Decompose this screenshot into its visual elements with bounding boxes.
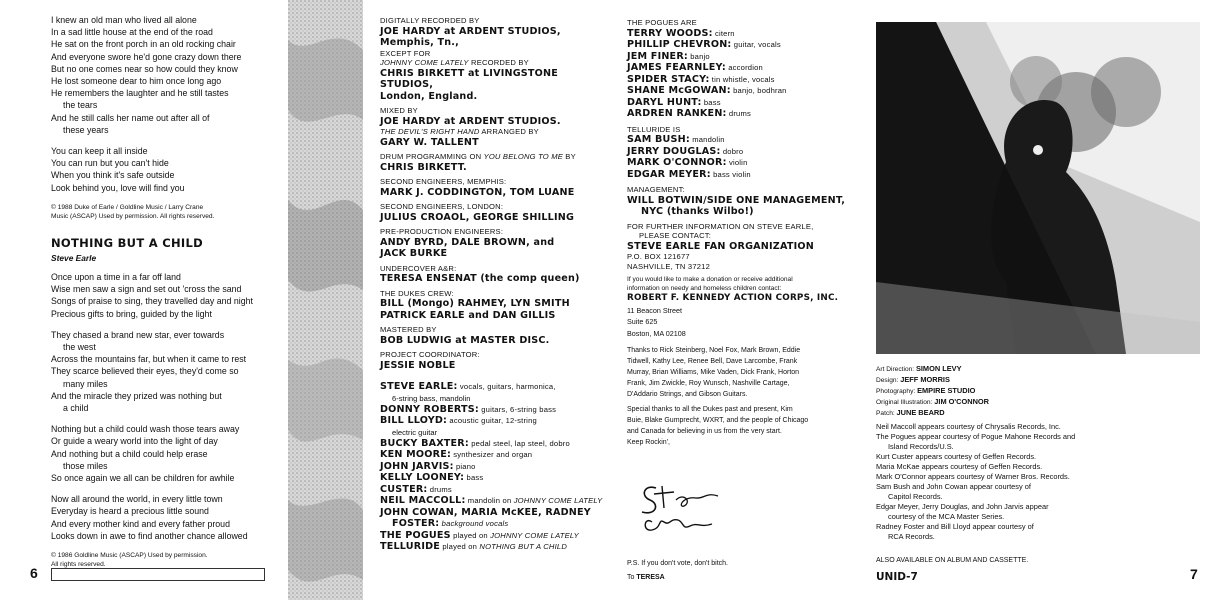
lyric-line: Wise men saw a sign and set out 'cross the sand (51, 284, 242, 295)
credit-dukes-crew: THE DUKES CREW: BILL (Mongo) RAHMEY, LYN SMITH PATRICK EARLE and DAN GILLIS (380, 288, 570, 321)
musician-entry: TELLURIDE played on NOTHING BUT A CHILD (380, 541, 568, 552)
member-role: mandolin (689, 135, 725, 144)
lyric-line: I knew an old man who lived all alone (51, 15, 197, 25)
lyric-stanza (51, 271, 283, 320)
lyric-line: In a sad little house at the end of the road (51, 27, 213, 38)
pogues-list (627, 28, 867, 120)
art-credit-label: Photography: (876, 388, 918, 395)
member-name: TERRY WOODS: (627, 27, 713, 39)
lyric-line: And everyone swore he'd gone crazy down there (51, 51, 242, 62)
art-credit (876, 386, 1216, 397)
lyric-line: They chased a brand new star, ever towards (51, 329, 225, 340)
musician-role: piano (453, 461, 476, 471)
courtesy-credits (876, 422, 1216, 542)
musician-entry (380, 449, 608, 461)
musician-entry (380, 438, 608, 450)
cover-photo (876, 22, 1200, 354)
thanks-line: Murray, Brian Williams, Mike Vaden, Dick Frank, Horton (627, 369, 800, 376)
musician-role-cont: electric guitar (392, 427, 438, 437)
thanks-line: Buie, Blake Gumprecht, WXRT, and the people of Chicago (627, 417, 809, 424)
band-member (627, 62, 867, 74)
credit-recording: DIGITALLY RECORDED BY JOE HARDY at ARDENT STUDIOS, Memphis, Tn., EXCEPT FOR JOHNNY COME LATELY RECORDED BY CHRIS BIRKETT at LIVINGSTONE STUDIOS, London, England. (380, 16, 561, 102)
musician-name: DONNY ROBERTS: (380, 403, 479, 415)
musician-name: KELLY LOONEY: (380, 472, 465, 483)
courtesy-line: Capitol Records. (888, 492, 943, 501)
art-credit-name: SIMON LEVY (915, 364, 962, 373)
availability-note: ALSO AVAILABLE ON ALBUM AND CASSETTE. (876, 557, 1029, 564)
ps-note: P.S. If you don't vote, don't bitch. (627, 560, 728, 567)
lyric-line: When you think it's safe outside (51, 170, 175, 181)
song-title: NOTHING BUT A CHILD (51, 236, 203, 250)
lyric-stanza (51, 329, 283, 414)
lyric-line: And nothing but a child could help erase (51, 448, 208, 459)
band-credits: THE POGUES ARE TERRY WOODS: citern PHILLIP CHEVRON: guitar, vocals JEM FINER: banjo JAMES FEARNLEY: accordion SPIDER STACY: tin whistle, vocals SHANE McGOWAN: banjo, bodhran DARYL HUNT: bass ARDREN RANKEN: drums TELLURIDE IS SAM BUSH: mandolin JERRY DOUGLAS: dobro MARK O'CONNOR: violin EDGAR MEYER: bass violin MANAGEMENT: WILL BOTWIN/SIDE ONE MANAGEMENT, NYC (thanks Wilbo!) FOR FURTHER INFORMATION ON STEVE EARLE, PLEASE CONTACT: STEVE EARLE FAN ORGANIZATION P.O. BOX 121677 NASHVILLE, TN 37212 If you would like to make a donation or receive additional information on needy and homeless children contact: ROBERT F. KENNEDY ACTION CORPS, INC. 11 Beacon Street Suite 625 Boston, MA 02108 Thanks to Rick Steinberg, Noel Fox, Mark Brown, Eddie Tidwell, Kathy Lee, Renee Bell, Dave Larcombe, Frank Murray, Brian Williams, Mike Vaden, Dick Frank, Horton Frank, Jim Zwickle, Roy Wunsch, Nashville Cartage, D'Addario Strings, and Gibson Guitars. Special thanks to all the Dukes past and present, Kim Buie, Blake Gumprecht, WXRT, and the people of Chicago and Canada for believing in us from the very start. Keep Rockin', (627, 18, 867, 448)
lyric-line: So once again we all can be children for awhile (51, 473, 235, 484)
musician-role: acoustic guitar, 12-string (447, 416, 537, 425)
fan-club-contact: FOR FURTHER INFORMATION ON STEVE EARLE, PLEASE CONTACT: STEVE EARLE FAN ORGANIZATION P.O. BOX 121677 NASHVILLE, TN 37212 (627, 221, 814, 271)
courtesy-line: Maria McKae appears courtesy of Geffen Records. (876, 462, 1043, 471)
band-member (627, 39, 867, 51)
thanks-line: Special thanks to all the Dukes past and present, Kim (627, 406, 793, 413)
band-page (610, 0, 870, 600)
lyric-line: And he still calls her name out after all of (51, 112, 210, 123)
song2-copyright: © 1986 Goldline Music (ASCAP) Used by permission. All rights reserved. (51, 552, 208, 569)
donation-contact: If you would like to make a donation or receive additional information on needy and homeless children contact: ROBERT F. KENNEDY ACTION CORPS, INC. 11 Beacon Street Suite 625 Boston, MA 02108 (627, 276, 839, 338)
credit-second-engineers-london: SECOND ENGINEERS, LONDON: JULIUS CROAOL, GEORGE SHILLING (380, 202, 575, 223)
credit-preproduction: PRE-PRODUCTION ENGINEERS: ANDY BYRD, DALE BROWN, and JACK BURKE (380, 227, 555, 259)
texture-pattern (288, 0, 363, 600)
lyric-line: You can run but you can't hide (51, 158, 169, 169)
lyric-stanza (51, 493, 283, 542)
musician-name: JOHN JARVIS: (380, 460, 454, 472)
courtesy-line: Mark O'Connor appears courtesy of Warner Bros. Records. (876, 472, 1070, 481)
courtesy-line: Sam Bush and John Cowan appear courtesy of (876, 482, 1031, 491)
credit-mastering: MASTERED BY BOB LUDWIG at MASTER DISC. (380, 325, 550, 346)
art-credit-name: JEFF MORRIS (900, 375, 950, 384)
song-author: Steve Earle (51, 253, 97, 263)
lyric-line: They scarce believed their eyes, they'd come so (51, 366, 239, 377)
lyric-line: Nothing but a child could wash those tears away (51, 424, 240, 435)
lyric-line: these years (63, 124, 109, 135)
member-role: bass (701, 97, 721, 107)
lyric-line: You can keep it all inside (51, 146, 148, 157)
member-name: SHANE McGOWAN: (627, 85, 731, 96)
member-name: JERRY DOUGLAS: (627, 145, 721, 157)
member-name: EDGAR MEYER: (627, 168, 711, 180)
member-name: PHILLIP CHEVRON: (627, 39, 732, 50)
lyric-line: those miles (63, 460, 108, 471)
courtesy-line: RCA Records. (888, 532, 935, 541)
lyric-line: the west (63, 342, 96, 353)
musician-entry (380, 472, 608, 484)
musician-list (380, 381, 608, 495)
member-role: dobro (720, 146, 744, 156)
band-member (627, 85, 867, 97)
lyric-stanza (51, 14, 283, 136)
credit-second-engineers-memphis: SECOND ENGINEERS, MEMPHIS: MARK J. CODDINGTON, TOM LUANE (380, 177, 575, 198)
musician-entry: JOHN COWAN, MARIA McKEE, RADNEY (380, 506, 591, 518)
band-member (627, 146, 867, 158)
band-member (627, 74, 867, 86)
musician-entry (380, 415, 608, 427)
page-number: 6 (30, 565, 38, 581)
art-credit-name: JIM O'CONNOR (934, 397, 990, 406)
member-role: bass violin (710, 169, 751, 179)
art-credit (876, 408, 1216, 419)
band-member (627, 169, 867, 181)
musician-entry (380, 461, 608, 473)
band-member (627, 97, 867, 109)
musician-name: CUSTER: (380, 483, 428, 495)
musician-name: BUCKY BAXTER: (380, 437, 469, 449)
band-member (627, 134, 867, 146)
thanks-text (627, 345, 867, 400)
production-credits: DIGITALLY RECORDED BY JOE HARDY at ARDENT STUDIOS, Memphis, Tn., EXCEPT FOR JOHNNY COME LATELY RECORDED BY CHRIS BIRKETT at LIVINGSTONE STUDIOS, London, England. MIXED BY JOE HARDY at ARDENT STUDIOS. THE DEVIL'S RIGHT HAND ARRANGED BY GARY W. TALLENT DRUM PROGRAMMING ON YOU BELONG TO ME BY CHRIS BIRKETT. SECOND ENGINEERS, MEMPHIS: MARK J. CODDINGTON, TOM LUANE SECOND ENGINEERS, LONDON: JULIUS CROAOL, GEORGE SHILLING PRE-PRODUCTION ENGINEERS: ANDY BYRD, DALE BROWN, and JACK BURKE UNDERCOVER A&R: TERESA ENSENAT (the comp queen) THE DUKES CREW: BILL (Mongo) RAHMEY, LYN SMITH PATRICK EARLE and DAN GILLIS MASTERED BY BOB LUDWIG at MASTER DISC. PROJECT COORDINATOR: JESSIE NOBLE STEVE EARLE: vocals, guitars, harmonica, 6-string bass, mandolin DONNY ROBERTS: guitars, 6-string bass BILL LLOYD: acoustic guitar, 12-string electric guitar BUCKY BAXTER: pedal steel, lap steel, dobro KEN MOORE: synthesizer and organ JOHN JARVIS: piano KELLY LOONEY: bass CUSTER: drums NEIL MACCOLL: mandolin on JOHNNY COME LATELY JOHN COWAN, MARIA McKEE, RADNEY FOSTER: background vocals THE POGUES played on JOHNNY COME LATELY TELLURIDE played on NOTHING BUT A CHILD (380, 16, 608, 553)
member-name: MARK O'CONNOR: (627, 157, 727, 168)
art-credit (876, 397, 1216, 408)
member-role: banjo (687, 51, 710, 61)
photo-image (876, 22, 1200, 354)
empty-box (51, 568, 265, 581)
lyric-line: the tears (63, 100, 98, 111)
lyric-line: a child (63, 403, 89, 414)
thanks-line: Tidwell, Kathy Lee, Renee Bell, Dave Larcombe, Frank (627, 358, 798, 365)
lyric-line: Looks down in awe to find another chance allowed (51, 530, 248, 541)
art-credit-name: EMPIRE STUDIO (917, 386, 976, 395)
courtesy-line: Neil Maccoll appears courtesy of Chrysalis Records, Inc. (876, 422, 1061, 431)
photo-page (870, 0, 1221, 600)
courtesy-line: courtesy of the MCA Master Series. (888, 512, 1005, 521)
lyric-line: And the miracle they prized was nothing but (51, 390, 222, 401)
musician-role: vocals, guitars, harmonica, (457, 382, 556, 391)
thanks-line: Thanks to Rick Steinberg, Noel Fox, Mark Brown, Eddie (627, 347, 801, 354)
lyric-line: And every mother kind and every father proud (51, 518, 230, 529)
credit-coordinator: PROJECT COORDINATOR: JESSIE NOBLE (380, 350, 480, 371)
member-name: ARDREN RANKEN: (627, 108, 727, 119)
catalog-number: UNID-7 (876, 571, 918, 583)
art-credit-name: JUNE BEARD (896, 408, 945, 417)
lyric-line: Across the mountains far, but when it came to rest (51, 354, 247, 365)
song1-copyright: © 1988 Duke of Earle / Goldline Music / Larry Crane Music (ASCAP) Used by permission. All rights reserved. (51, 203, 215, 220)
lyric-line: Once upon a time in a far off land (51, 272, 181, 282)
lyric-line: He sat on the front porch in an old rocking chair (51, 39, 236, 50)
musician-entry: NEIL MACCOLL: mandolin on JOHNNY COME LATELY (380, 495, 603, 506)
musician-role: synthesizer and organ (451, 450, 533, 459)
musician-role: drums (427, 484, 452, 494)
member-name: JEM FINER: (627, 50, 688, 62)
member-name: DARYL HUNT: (627, 96, 702, 108)
member-role: banjo, bodhran (730, 86, 787, 95)
lyric-line: He lost someone dear to him once long ago (51, 76, 222, 87)
special-thanks-text (627, 404, 867, 437)
lyric-line: Songs of praise to sing, they travelled day and night (51, 296, 253, 307)
lyric-line: Everyday is heard a precious little sound (51, 506, 209, 517)
management-credit: MANAGEMENT: WILL BOTWIN/SIDE ONE MANAGEMENT, NYC (thanks Wilbo!) (627, 185, 846, 217)
lyric-stanza (51, 145, 283, 194)
credit-drum-programming: DRUM PROGRAMMING ON YOU BELONG TO ME BY CHRIS BIRKETT. (380, 152, 576, 173)
musician-name: STEVE EARLE: (380, 381, 458, 392)
art-credit (876, 375, 1216, 386)
member-name: SAM BUSH: (627, 134, 690, 145)
credit-mixing: MIXED BY JOE HARDY at ARDENT STUDIOS. THE DEVIL'S RIGHT HAND ARRANGED BY GARY W. TALLENT (380, 106, 561, 148)
art-credit-label: Patch: (876, 410, 897, 417)
musician-entry (380, 381, 608, 393)
member-role: drums (726, 109, 752, 118)
musician-role: bass (464, 473, 484, 482)
member-role: citern (712, 28, 735, 38)
lyric-line: many miles (63, 378, 108, 389)
lyric-line: Or guide a weary world into the light of day (51, 436, 218, 447)
lyrics-page (0, 0, 288, 600)
credits-page (363, 0, 610, 600)
lyric-line: He remembers the laughter and he still tastes (51, 88, 229, 99)
member-name: SPIDER STACY: (627, 73, 710, 85)
musician-role-cont: 6-string bass, mandolin (392, 393, 471, 403)
courtesy-line: Island Records/U.S. (888, 442, 954, 451)
musician-role: guitars, 6-string bass (478, 404, 557, 414)
courtesy-line: Edgar Meyer, Jerry Douglas, and John Jarvis appear (876, 502, 1049, 511)
band-member (627, 51, 867, 63)
dedication: To TERESA (627, 574, 665, 581)
band-member (627, 157, 867, 169)
lyric-line: Look behind you, love will find you (51, 182, 185, 193)
sign-off: Keep Rockin', (627, 439, 670, 446)
texture-strip (288, 0, 363, 600)
song1-lyrics (51, 14, 283, 221)
member-role: violin (726, 158, 748, 167)
art-credit (876, 364, 1216, 375)
art-credit-label: Design: (876, 377, 901, 384)
courtesy-line: The Pogues appear courtesy of Pogue Mahone Records and (876, 432, 1076, 441)
telluride-list (627, 134, 867, 180)
musician-name: BILL LLOYD: (380, 415, 448, 426)
member-role: accordion (725, 63, 763, 72)
courtesy-line: Kurt Custer appears courtesy of Geffen Records. (876, 452, 1037, 461)
signature-image (634, 478, 724, 536)
lyric-line: Precious gifts to bring, guided by the light (51, 308, 212, 319)
band-member (627, 28, 867, 40)
musician-entry (380, 484, 608, 496)
credit-undercover-ar: UNDERCOVER A&R: TERESA ENSENAT (the comp queen) (380, 263, 580, 284)
page-number: 7 (1190, 566, 1198, 582)
musician-name: KEN MOORE: (380, 449, 451, 460)
musician-role: pedal steel, lap steel, dobro (468, 438, 570, 448)
lyric-line: But no one comes near so how could they know (51, 63, 238, 74)
lyric-line: Now all around the world, in every little town (51, 494, 223, 505)
song2-block (51, 236, 283, 569)
lyric-stanza (51, 423, 283, 484)
musician-entry (380, 404, 608, 416)
thanks-line: Frank, Jim Zwickle, Roy Wunsch, Nashville Cartage, (627, 380, 790, 387)
member-role: tin whistle, vocals (709, 74, 775, 84)
musician-entry: THE POGUES played on JOHNNY COME LATELY (380, 529, 579, 541)
art-credit-label: Art Direction: (876, 366, 916, 373)
courtesy-line: Radney Foster and Bill Lloyd appear courtesy of (876, 522, 1034, 531)
thanks-line: D'Addario Strings, and Gibson Guitars. (627, 391, 748, 398)
art-credit-label: Original Illustration: (876, 399, 935, 406)
member-role: guitar, vocals (731, 40, 781, 49)
thanks-line: and Canada for believing in us from the very start. (627, 428, 782, 435)
art-credits (876, 364, 1216, 419)
band-member (627, 108, 867, 120)
member-name: JAMES FEARNLEY: (627, 62, 726, 73)
